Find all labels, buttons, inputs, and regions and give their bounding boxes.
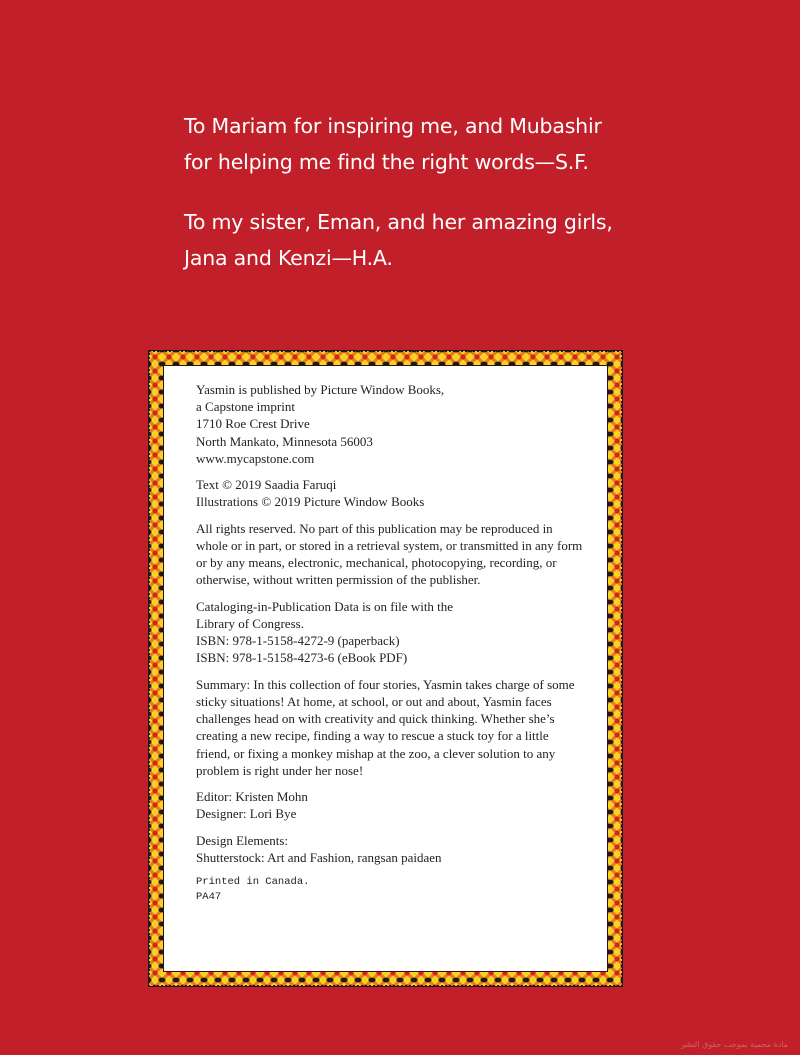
publisher-info: Yasmin is published by Picture Window Books, a Capstone imprint 1710 Roe Crest Drive North Mankato, Minnesota 56003 www.mycapstone.com: [196, 382, 445, 466]
rights-notice: All rights reserved. No part of this publication may be reproduced in whole or in part, or stored in a retrieval system, or transmitted in any form or by any means, electronic, mechanical, photocopying, recording, or otherwise, without written permission of the publisher.: [196, 520, 583, 588]
dedication-block: [184, 108, 784, 300]
cip-data: Cataloging-in-Publication Data is on file with the Library of Congress. ISBN: 978-1-5158-4272-9 (paperback) ISBN: 978-1-5158-4273-6 (eBook PDF): [196, 598, 454, 666]
printing-info: Printed in Canada. PA47: [196, 876, 310, 904]
book-summary: Summary: In this collection of four stories, Yasmin takes charge of some sticky situations! At home, at school, or out and about, Yasmin faces challenges head on with creativity and quick thinking. Whether she’s creating a new recipe, finding a way to rescue a stuck toy for a little friend, or fixing a monkey mishap at the zoo, a clever solution to any problem is right under her nose!: [196, 676, 575, 778]
dedication-author: To Mariam for inspiring me, and Mubashir for helping me find the right words—S.F.: [184, 114, 602, 174]
design-elements: Design Elements: Shutterstock: Art and Fashion, rangsan paidaen: [196, 832, 442, 865]
copyright-credits: Text © 2019 Saadia Faruqi Illustrations © 2019 Picture Window Books: [196, 477, 425, 510]
dedication-illustrator: To my sister, Eman, and her amazing girls, Jana and Kenzi—H.A.: [184, 210, 613, 270]
copyright-text: [196, 381, 586, 905]
staff-credits: Editor: Kristen Mohn Designer: Lori Bye: [196, 789, 308, 822]
copyright-watermark: مادة محمية بموجب حقوق النشر: [680, 1040, 788, 1049]
